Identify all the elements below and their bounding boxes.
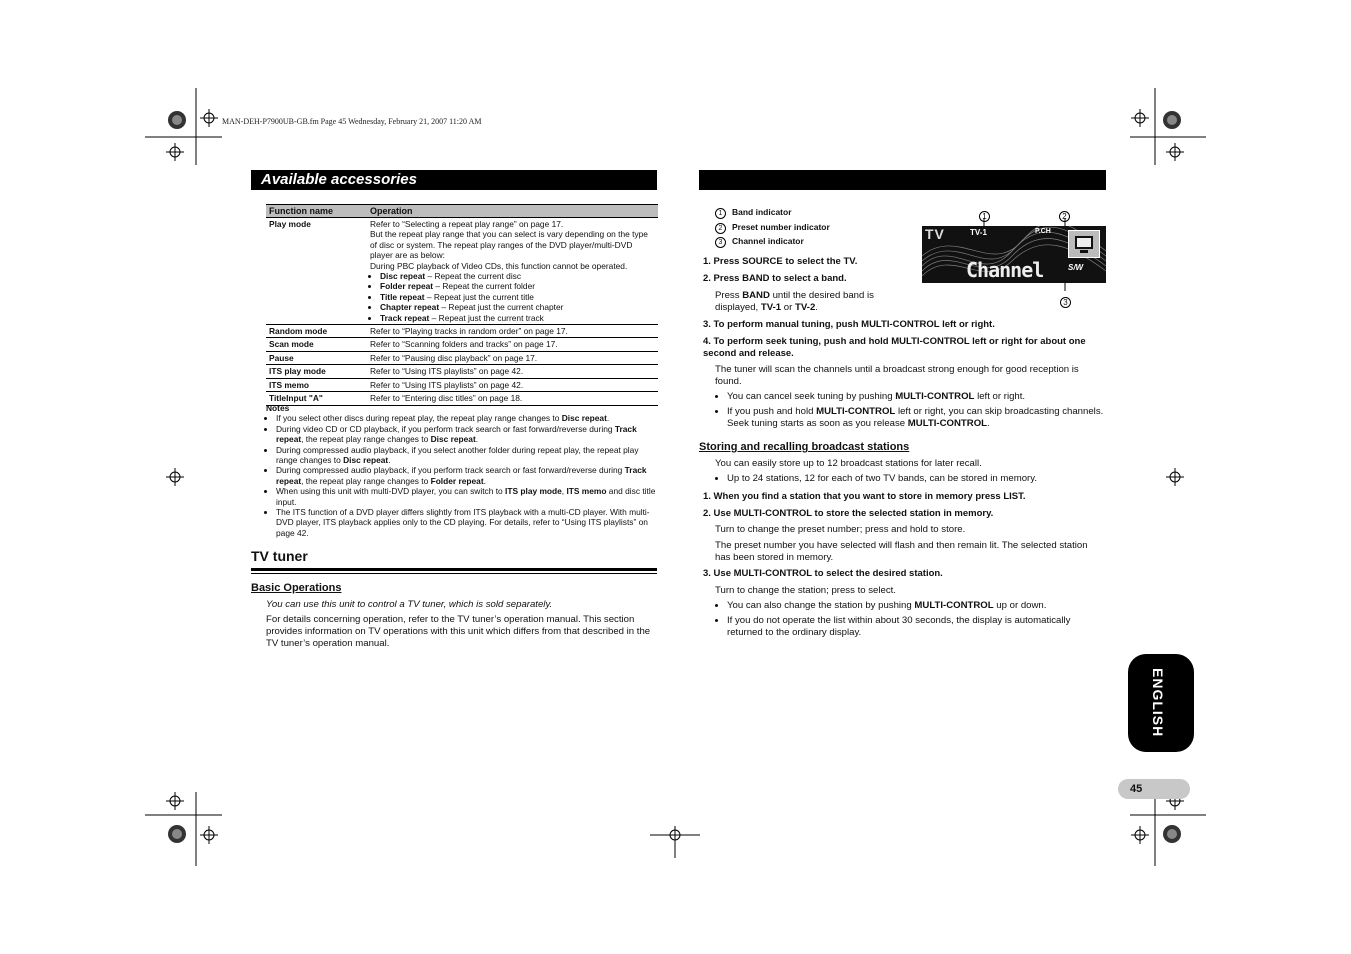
band-indicator: TV-1 — [970, 228, 987, 237]
tv-icon — [1068, 230, 1100, 258]
legend-number: 3 — [715, 237, 726, 248]
store-step-2-text-1: Turn to change the preset number; press and hold to store. — [715, 524, 966, 535]
function-name: Pause — [266, 351, 367, 364]
function-name: Random mode — [266, 325, 367, 338]
sw-indicator: S/W — [1068, 263, 1084, 272]
table-header: Function name — [266, 205, 367, 218]
legend-number: 2 — [715, 223, 726, 234]
note-item: • If you select other discs during repeat play, the repeat play range changes to Disc repeat. — [276, 413, 658, 423]
basic-italic: You can use this unit to control a TV tuner, which is sold separately. — [266, 599, 553, 610]
operation-cell: Refer to “Entering disc titles” on page 18. — [367, 392, 658, 405]
legend-item: 2 Preset number indicator — [715, 220, 830, 235]
section-title: Available accessories — [261, 171, 417, 188]
store-step-2-text-2: The preset number you have selected will flash and then remain lit. The selected station has been stored in memory. — [715, 540, 1088, 563]
store-step-1: 1. When you find a station that you want to store in memory press LIST. — [703, 491, 1026, 502]
store-bullets — [715, 473, 1117, 485]
operation-cell: Refer to “Playing tracks in random order” on page 17. — [367, 325, 658, 338]
file-info: MAN-DEH-P7900UB-GB.fm Page 45 Wednesday, February 21, 2007 11:20 AM — [222, 117, 482, 126]
list-item: • You can also change the station by pushing MULTI-CONTROL up or down. — [727, 600, 1107, 612]
channel-indicator: Channel — [966, 258, 1044, 282]
store-step-2: 2. Use MULTI-CONTROL to store the selected station in memory. — [703, 508, 994, 519]
store-title: Storing and recalling broadcast stations — [699, 441, 910, 453]
callout-2: 2 — [1059, 206, 1076, 224]
legend-item: 3 Channel indicator — [715, 234, 830, 249]
note-item: • The ITS function of a DVD player differs slightly from ITS playback with a multi-CD player. With multi-DVD player, ITS playback applies only to the CD playing. For details, refer to “Using ITS playlists” on page 42. — [276, 507, 658, 538]
function-name: TitleInput "A" — [266, 392, 367, 405]
tv-tuner-title: TV tuner — [251, 548, 308, 564]
function-name: ITS play mode — [266, 365, 367, 378]
note-item: • During compressed audio playback, if you select another folder during repeat play, the repeat play range changes to Disc repeat. — [276, 445, 658, 466]
store-step-3-bullets — [715, 600, 1107, 639]
operation-line: During PBC playback of Video CDs, this function cannot be operated. — [370, 260, 628, 271]
operation-cell: Refer to “Scanning folders and tracks” on page 17. — [367, 338, 658, 351]
lcd-tv-text: TV — [925, 226, 945, 242]
callout-1: 1 — [979, 206, 996, 224]
list-item: • Chapter repeat – Repeat just the current chapter — [380, 302, 655, 312]
store-paragraph: You can easily store up to 12 broadcast stations for later recall. — [715, 458, 982, 469]
list-item: • Title repeat – Repeat just the current title — [380, 292, 655, 302]
notes-title: Notes — [266, 403, 290, 413]
page-number: 45 — [1118, 779, 1190, 799]
language-tab-label: ENGLISH — [1150, 668, 1166, 738]
list-item: • You can cancel seek tuning by pushing MULTI-CONTROL left or right. — [727, 391, 1105, 403]
note-item: • During video CD or CD playback, if you perform track search or fast forward/reverse during Track repeat, the repeat play range changes to Disc repeat. — [276, 424, 658, 445]
list-item: • Disc repeat – Repeat the current disc — [380, 271, 655, 281]
store-step-3-text: Turn to change the station; press to select. — [715, 585, 896, 596]
step-4-bullets — [715, 391, 1105, 430]
callout-3: 3 — [1060, 292, 1077, 310]
legend-item: 1 Band indicator — [715, 205, 830, 220]
language-tab — [1128, 654, 1194, 752]
step-1: 1. Press SOURCE to select the TV. — [703, 256, 858, 267]
step-3: 3. To perform manual tuning, push MULTI-CONTROL left or right. — [703, 319, 995, 330]
step-4: 4. To perform seek tuning, push and hold MULTI-CONTROL left or right for about one second and release. — [703, 336, 1086, 359]
note-item: • When using this unit with multi-DVD player, you can switch to ITS play mode, ITS memo and disc title input. — [276, 486, 658, 507]
operation-cell: Refer to “Using ITS playlists” on page 42. — [367, 365, 658, 378]
list-item: • Up to 24 stations, 12 for each of two TV bands, can be stored in memory. — [727, 473, 1117, 485]
list-item: • Folder repeat – Repeat the current folder — [380, 281, 655, 291]
function-name: ITS memo — [266, 378, 367, 391]
operation-line: Refer to “Selecting a repeat play range” on page 17. — [370, 219, 564, 229]
list-item: • If you do not operate the list within about 30 seconds, the display is automatically returned to the ordinary display. — [727, 615, 1107, 639]
operation-line: But the repeat play range that you can select is vary depending on the type of disc or system. The repeat play ranges of the DVD player/multi-DVD player are as below: — [370, 229, 648, 261]
tv-display — [922, 226, 1106, 283]
basic-operations-title: Basic Operations — [251, 582, 342, 594]
preset-indicator: P.CH — [1035, 228, 1051, 235]
table-header: Operation — [367, 205, 658, 218]
list-item: • If you push and hold MULTI-CONTROL left or right, you can skip broadcasting channels. Seek tuning starts as soon as you release MULTI-CONTROL. — [727, 406, 1105, 430]
function-name: Play mode — [266, 218, 367, 325]
operation-cell: Refer to “Using ITS playlists” on page 42. — [367, 378, 658, 391]
step-2: 2. Press BAND to select a band. — [703, 273, 847, 284]
note-item: • During compressed audio playback, if you perform track search or fast forward/reverse during Track repeat, the repeat play range changes to Folder repeat. — [276, 465, 658, 486]
step-4-text: The tuner will scan the channels until a broadcast strong enough for good reception is found. — [715, 364, 1079, 387]
list-item: • Track repeat – Repeat just the current track — [380, 313, 655, 323]
store-step-3: 3. Use MULTI-CONTROL to select the desired station. — [703, 568, 943, 579]
step-2-text: Press BAND until the desired band is displayed, TV-1 or TV-2. — [715, 290, 874, 313]
operation-cell: Refer to “Pausing disc playback” on page 17. — [367, 351, 658, 364]
basic-paragraph: For details concerning operation, refer to the TV tuner’s operation manual. This section provides information on TV operations with this unit which differs from that described in the TV tuner’s operation manual. — [266, 614, 651, 649]
legend-number: 1 — [715, 208, 726, 219]
function-name: Scan mode — [266, 338, 367, 351]
